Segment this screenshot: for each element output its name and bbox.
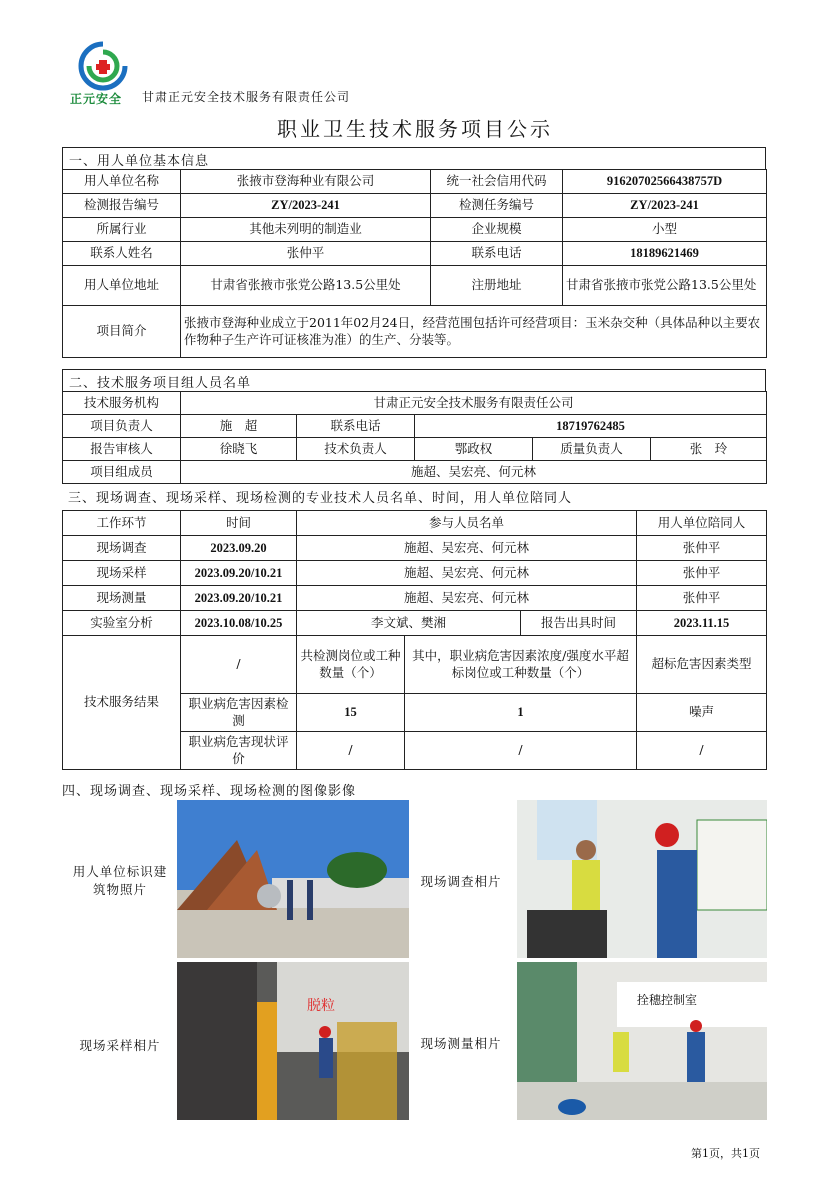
section4-heading: 四、现场调查、现场采样、现场检测的图像影像 <box>62 784 357 799</box>
time-survey: 2023.09.20 <box>181 536 297 561</box>
time-sampling: 2023.09.20/10.21 <box>181 561 297 586</box>
tech-label: 技术负责人 <box>297 438 415 461</box>
members-label: 项目组成员 <box>63 461 181 484</box>
col-people: 参与人员名单 <box>297 511 637 536</box>
people-survey: 施超、吴宏亮、何元林 <box>297 536 637 561</box>
escort-measure: 张仲平 <box>637 586 767 611</box>
stage-lab: 实验室分析 <box>63 611 181 636</box>
photo-label-survey: 现场调查相片 <box>420 874 502 889</box>
leader-phone-label: 联系电话 <box>297 415 415 438</box>
leader-label: 项目负责人 <box>63 415 181 438</box>
report-no-label: 检测报告编号 <box>63 194 181 218</box>
building-photo <box>177 800 409 958</box>
page-footer: 第1页，共1页 <box>691 1147 760 1160</box>
credit-code-label: 统一社会信用代码 <box>431 170 563 194</box>
report-date-label: 报告出具时间 <box>521 611 637 636</box>
result-label: 技术服务结果 <box>63 636 181 770</box>
photo-sign-text: 脱粒 <box>307 998 335 1014</box>
project-intro: 张掖市登海种业成立于2011年02月24日，经营范围包括许可经营项目：玉米杂交种（具体品种以主要农作物种子生产许可证核准为准）的生产、分装等。 <box>181 306 767 358</box>
intro-label: 项目简介 <box>63 306 181 358</box>
eval-a: / <box>297 732 405 770</box>
document-title: 职业卫生技术服务项目公示 <box>277 117 553 141</box>
escort-sampling: 张仲平 <box>637 561 767 586</box>
quality: 张 玲 <box>651 438 767 461</box>
credit-code: 91620702566438757D <box>563 170 767 194</box>
page-header <box>60 38 780 108</box>
detect-count: 15 <box>297 694 405 732</box>
time-measure: 2023.09.20/10.21 <box>181 586 297 611</box>
quality-label: 质量负责人 <box>533 438 651 461</box>
photo-label-building: 用人单位标识建筑物照片 <box>72 864 168 897</box>
section3-heading: 三、现场调查、现场采样、现场检测的专业技术人员名单、时间，用人单位陪同人 <box>68 491 573 506</box>
contact: 张仲平 <box>181 242 431 266</box>
report-no: ZY/2023-241 <box>181 194 431 218</box>
result-header-count: 共检测岗位或工种数量（个） <box>297 636 405 694</box>
col-stage: 工作环节 <box>63 511 181 536</box>
reg-address-label: 注册地址 <box>431 266 563 306</box>
measure-photo <box>517 962 767 1120</box>
leader-phone: 18719762485 <box>415 415 767 438</box>
people-measure: 施超、吴宏亮、何元林 <box>297 586 637 611</box>
eval-b: / <box>405 732 637 770</box>
phone-label: 联系电话 <box>431 242 563 266</box>
report-date: 2023.11.15 <box>637 611 767 636</box>
detect-label: 职业病危害因素检测 <box>181 694 297 732</box>
industry: 其他未列明的制造业 <box>181 218 431 242</box>
reviewer: 徐晓飞 <box>181 438 297 461</box>
header-company-name: 甘肃正元安全技术服务有限责任公司 <box>142 90 351 104</box>
result-header-exceed: 其中，职业病危害因素浓度/强度水平超标岗位或工种数量（个） <box>405 636 637 694</box>
people-sampling: 施超、吴宏亮、何元林 <box>297 561 637 586</box>
photo-label-sampling: 现场采样相片 <box>79 1038 161 1053</box>
scale: 小型 <box>563 218 767 242</box>
stage-measure: 现场测量 <box>63 586 181 611</box>
address: 甘肃省张掖市张党公路13.5公里处 <box>181 266 431 306</box>
stage-sampling: 现场采样 <box>63 561 181 586</box>
phone: 18189621469 <box>563 242 767 266</box>
team-table <box>62 391 767 484</box>
logo-text: 正元安全 <box>70 92 123 106</box>
leader: 施 超 <box>181 415 297 438</box>
section2-heading: 二、技术服务项目组人员名单 <box>62 369 766 391</box>
detect-type: 噪声 <box>637 694 767 732</box>
contact-label: 联系人姓名 <box>63 242 181 266</box>
photo-room-sign: 拴穗控制室 <box>637 993 698 1007</box>
sampling-photo <box>177 962 409 1120</box>
org: 甘肃正元安全技术服务有限责任公司 <box>181 392 767 415</box>
escort-survey: 张仲平 <box>637 536 767 561</box>
task-no-label: 检测任务编号 <box>431 194 563 218</box>
result-header-type: 超标危害因素类型 <box>637 636 767 694</box>
detect-exceed: 1 <box>405 694 637 732</box>
people-lab: 李文斌、樊湘 <box>297 611 521 636</box>
col-time: 时间 <box>181 511 297 536</box>
industry-label: 所属行业 <box>63 218 181 242</box>
eval-c: / <box>637 732 767 770</box>
address-label: 用人单位地址 <box>63 266 181 306</box>
photo-label-measure: 现场测量相片 <box>420 1036 502 1051</box>
survey-photo <box>517 800 767 958</box>
col-escort: 用人单位陪同人 <box>637 511 767 536</box>
scale-label: 企业规模 <box>431 218 563 242</box>
members: 施超、吴宏亮、何元林 <box>181 461 767 484</box>
result-slash: / <box>181 636 297 694</box>
reviewer-label: 报告审核人 <box>63 438 181 461</box>
field-work-table <box>62 510 767 770</box>
unit-name: 张掖市登海种业有限公司 <box>181 170 431 194</box>
section1-heading: 一、用人单位基本信息 <box>62 147 766 169</box>
tech: 鄂政权 <box>415 438 533 461</box>
stage-survey: 现场调查 <box>63 536 181 561</box>
basic-info-table <box>62 169 767 358</box>
unit-name-label: 用人单位名称 <box>63 170 181 194</box>
reg-address: 甘肃省张掖市张党公路13.5公里处 <box>563 266 767 306</box>
task-no: ZY/2023-241 <box>563 194 767 218</box>
eval-label: 职业病危害现状评价 <box>181 732 297 770</box>
org-label: 技术服务机构 <box>63 392 181 415</box>
time-lab: 2023.10.08/10.25 <box>181 611 297 636</box>
